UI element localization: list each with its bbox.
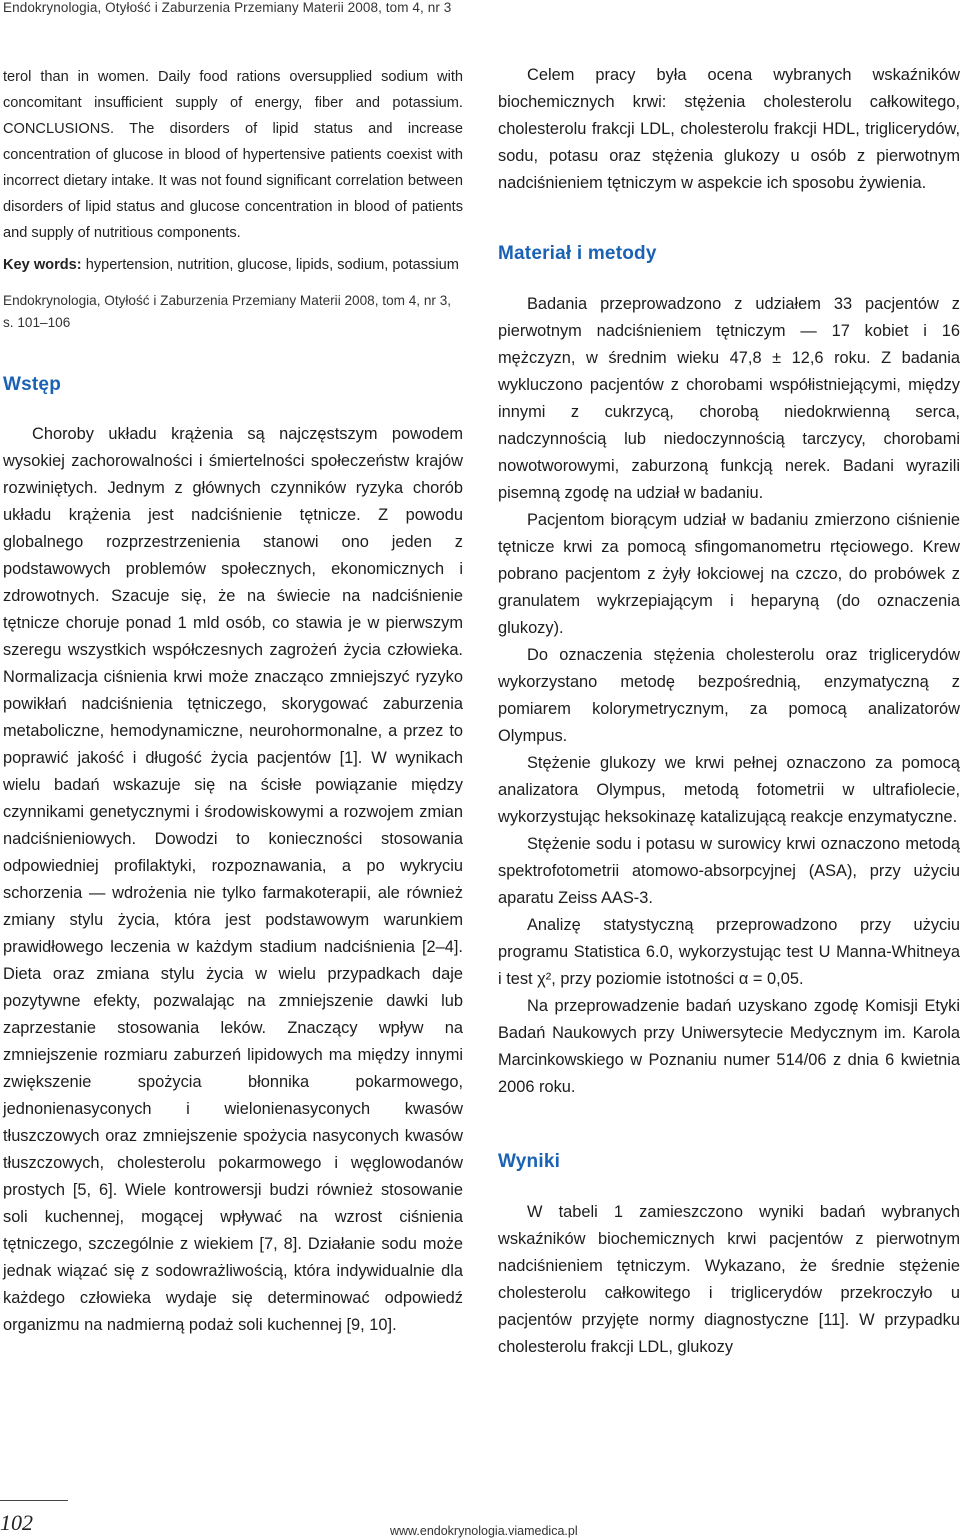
methods-body xyxy=(498,291,960,1101)
abstract-text: terol than in women. Daily food rations oversupplied sodium with concomitant insufficient supply of energy, fiber and potassium. CONCLUSIONS. The disorders of lipid status and increase concentration of glucose in blood of hypertensive patients coexist with incorrect dietary intake. It was not found significant correlation between disorders of lipid status and glucose concentration in blood of patients and supply of nutritious components. xyxy=(3,69,463,241)
running-header: Endokrynologia, Otyłość i Zaburzenia Przemiany Materii 2008, tom 4, nr 3 xyxy=(3,0,452,15)
footer-divider xyxy=(0,1500,68,1501)
body-paragraph: Na przeprowadzenie badań uzyskano zgodę Komisji Etyki Badań Naukowych przy Uniwersytecie Medycznym im. Karola Marcinkowskiego w Poznaniu numer 514/06 z dnia 6 kwietnia 2006 roku. xyxy=(498,997,960,1096)
abstract xyxy=(3,64,463,334)
keywords xyxy=(3,252,463,278)
aim-body xyxy=(498,62,960,197)
body-paragraph: Do oznaczenia stężenia cholesterolu oraz triglicerydów wykorzystano metodę bezpośrednią, enzymatyczną z pomiarem kolorymetrycznym, za pomocą analizatorów Olympus. xyxy=(498,646,960,745)
right-column xyxy=(498,62,960,1361)
section-heading-methods: Materiał i metody xyxy=(498,243,657,264)
left-column xyxy=(3,64,463,1339)
journal-url: www.endokrynologia.viamedica.pl xyxy=(390,1524,578,1538)
body-paragraph: Choroby układu krążenia są najczęstszym powodem wysokiej zachorowalności i śmiertelności społeczeństw krajów rozwiniętych. Jednym z głównych czynników ryzyka chorób układu krążenia jest nadciśnienie tętnicze. Z powodu globalnego rozprzestrzenienia stanowi ono jeden z podstawowych problemów społecznych, ekonomicznych i zdrowotnych. Szacuje się, że na świecie na nadciśnienie tętnicze choruje ponad 1 mld osób, co stawia je w pierwszym szeregu wszystkich współczesnych zagrożeń życia człowieka. Normalizacja ciśnienia krwi może znacząco zmniejszyć ryzyko powikłań nadciśnienia tętniczego, skorygować zaburzenia metaboliczne, hemodynamiczne, neurohormonalne, a przez to poprawić jakość i długość życia pacjentów [1]. W wynikach wielu badań wskazuje się na ścisłe powiązanie między czynnikami genetycznymi i środowiskowymi a rozwojem zmian nadciśnieniowych. Dowodzi to konieczności stosowania odpowiedniej profilaktyki, rozpoznawania, a po wykryciu schorzenia — wdrożenia nie tylko farmakoterapii, ale również zmiany stylu życia, która jest podstawowym warunkiem prawidłowego leczenia w każdym stadium nadciśnienia [2–4]. Dieta oraz zmiana stylu życia w wielu przypadkach daje pozytywne efekty, pozwalając na zmniejszenie dawki lub zaprzestanie stosowania leków. Znaczący wpływ na zmniejszenie rozmiaru zaburzeń lipidowych ma między innymi zwiększenie spożycia błonnika pokarmowego, jednonienasyconych i wielonienasyconych kwasów tłuszczowych oraz zmniejszenie spożycia nasyconych kwasów tłuszczowych, cholesterolu pokarmowego i węglowodanów prostych [5, 6]. Wiele kontrowersji budzi również stosowanie soli kuchennej, mogącej wpływać na wzrost ciśnienia tętniczego, szczególnie z wiekiem [7, 8]. Działanie sodu może jednak wiązać się z sodowrażliwością, która indywidualnie dla każdego człowieka wydaje się determinować odpowiedź organizmu na nadmierną podaż soli kuchennej [9, 10]. xyxy=(3,425,463,1334)
body-paragraph: W tabeli 1 zamieszczono wyniki badań wybranych wskaźników biochemicznych krwi pacjentów z pierwotnym nadciśnieniem tętniczym. Wykazano, że średnie stężenie cholesterolu całkowitego i triglicerydów przekroczyło u pacjentów przyjęte normy diagnostyczne [11]. W przypadku cholesterolu frakcji LDL, glukozy xyxy=(498,1203,960,1356)
keywords-list: hypertension, nutrition, glucose, lipids, sodium, potassium xyxy=(81,257,459,273)
citation: Endokrynologia, Otyłość i Zaburzenia Przemiany Materii 2008, tom 4, nr 3, s. 101–106 xyxy=(3,293,452,330)
wstep-body xyxy=(3,421,463,1339)
body-paragraph: Celem pracy była ocena wybranych wskaźników biochemicznych krwi: stężenia cholesterolu całkowitego, cholesterolu frakcji LDL, cholesterolu frakcji HDL, triglicerydów, sodu, potasu oraz stężenia glukozy u osób z pierwotnym nadciśnieniem tętniczym w aspekcie ich sposobu żywienia. xyxy=(498,66,960,192)
body-paragraph: Analizę statystyczną przeprowadzono przy użyciu programu Statistica 6.0, wykorzystując test U Manna-Whitneya i test χ², przy poziomie istotności α = 0,05. xyxy=(498,916,960,988)
results-body xyxy=(498,1199,960,1361)
section-heading-results: Wyniki xyxy=(498,1151,561,1172)
body-paragraph: Pacjentom biorącym udział w badaniu zmierzono ciśnienie tętnicze krwi za pomocą sfingomanometru rtęciowego. Krew pobrano pacjentom z żyły łokciowej na czczo, do probówek z granulatem wykrzepiającym i heparyną (do oznaczenia glukozy). xyxy=(498,511,960,637)
section-heading-wstep: Wstęp xyxy=(3,374,61,395)
body-paragraph: Stężenie glukozy we krwi pełnej oznaczono za pomocą analizatora Olympus, metodą fotometrii w ultrafiolecie, wykorzystując heksokinazę katalizującą reakcje enzymatyczne. xyxy=(498,754,960,826)
page-number: 102 xyxy=(0,1510,33,1535)
body-paragraph: Stężenie sodu i potasu w surowicy krwi oznaczono metodą spektrofotometrii atomowo-absorpcyjnej (ASA), przy użyciu aparatu Zeiss AAS-3. xyxy=(498,835,960,907)
body-paragraph: Badania przeprowadzono z udziałem 33 pacjentów z pierwotnym nadciśnieniem tętniczym — 17 kobiet i 16 mężczyzn, w średnim wieku 47,8 ± 12,6 roku. Z badania wykluczono pacjentów z chorobami współistniejącymi, między innymi z cukrzycą, chorobą niedokrwienną serca, nadczynnością lub niedoczynnością tarczycy, chorobami nowotworowymi, zaburzoną funkcją nerek. Badani wyrazili pisemną zgodę na udział w badaniu. xyxy=(498,295,960,502)
keywords-label: Key words: xyxy=(3,257,82,273)
